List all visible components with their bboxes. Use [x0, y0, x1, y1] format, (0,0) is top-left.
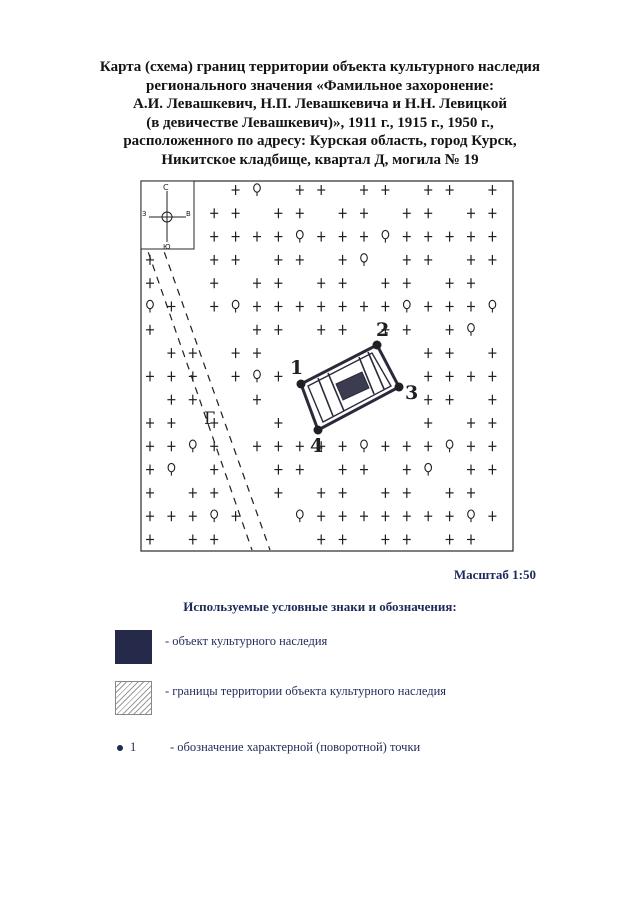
grave-cross-icon [424, 302, 432, 312]
grave-cross-icon [274, 441, 282, 451]
grave-cross-icon [253, 348, 261, 358]
grave-cross-icon [296, 441, 304, 451]
grave-cross-icon [296, 465, 304, 475]
grave-cross-icon [274, 302, 282, 312]
grave-cross-icon [232, 232, 240, 242]
grave-cross-icon [488, 418, 496, 428]
grave-cross-icon [488, 465, 496, 475]
tree-icon [211, 510, 218, 522]
road-label: Г [204, 409, 216, 429]
grave-cross-icon [446, 302, 454, 312]
grave-cross-icon [167, 395, 175, 405]
grave-cross-icon [424, 208, 432, 218]
legend-point-text: - обозначение характерной (поворотной) точки [170, 740, 421, 754]
grave-cross-icon [189, 488, 197, 498]
grave-cross-icon [424, 348, 432, 358]
legend-boundary-text: - границы территории объекта культурного наследия [165, 684, 447, 698]
site-map [140, 180, 516, 554]
legend-point-number: 1 [130, 740, 137, 754]
tree-icon [489, 300, 496, 312]
grave-cross-icon [339, 325, 347, 335]
grave-cross-icon [339, 441, 347, 451]
legend-boundary-swatch [115, 681, 152, 715]
grave-cross-icon [381, 185, 389, 195]
grave-cross-icon [317, 535, 325, 545]
grave-cross-icon [317, 185, 325, 195]
grave-cross-icon [167, 418, 175, 428]
title-line-6: Никитское кладбище, квартал Д, могила № 19 [161, 151, 479, 168]
grave-cross-icon [467, 441, 475, 451]
grave-cross-icon [424, 395, 432, 405]
grave-cross-icon [339, 535, 347, 545]
grave-cross-icon [232, 208, 240, 218]
grave-cross-icon [339, 255, 347, 265]
grave-cross-icon [467, 535, 475, 545]
grave-cross-icon [296, 255, 304, 265]
grave-cross-icon [467, 208, 475, 218]
compass-inset [141, 181, 194, 251]
grave-cross-icon [403, 465, 411, 475]
grave-cross-icon [467, 255, 475, 265]
tree-icon [425, 463, 432, 475]
compass-west: З [142, 210, 147, 218]
grave-cross-icon [339, 511, 347, 521]
grave-cross-icon [274, 325, 282, 335]
tree-icon [404, 300, 411, 312]
grave-cross-icon [467, 465, 475, 475]
grave-cross-icon [488, 232, 496, 242]
grave-cross-icon [403, 511, 411, 521]
grave-cross-icon [467, 232, 475, 242]
grave-cross-icon [210, 255, 218, 265]
grave-cross-icon [146, 511, 154, 521]
tree-icon [168, 463, 175, 475]
grave-cross-icon [339, 208, 347, 218]
point-2-label: 2 [376, 319, 390, 341]
compass-north: С [163, 183, 169, 192]
grave-cross-icon [317, 302, 325, 312]
grave-cross-icon [210, 278, 218, 288]
grave-cross-icon [467, 371, 475, 381]
grave-cross-icon [232, 185, 240, 195]
road-edge-right [160, 240, 270, 550]
tree-icon [468, 510, 475, 522]
grave-cross-icon [210, 488, 218, 498]
grave-cross-icon [232, 255, 240, 265]
grave-cross-icon [339, 232, 347, 242]
tree-icon [361, 440, 368, 452]
grave-cross-icon [274, 371, 282, 381]
tree-icon [382, 230, 389, 242]
legend-object-text: - объект культурного наследия [165, 634, 328, 648]
grave-cross-icon [210, 208, 218, 218]
grave-cross-icon [189, 511, 197, 521]
grave-cross-icon [167, 441, 175, 451]
grave-cross-icon [424, 511, 432, 521]
grave-cross-icon [232, 371, 240, 381]
grave-cross-icon [446, 278, 454, 288]
grave-cross-icon [274, 278, 282, 288]
grave-cross-icon [446, 325, 454, 335]
grave-cross-icon [360, 185, 368, 195]
grave-cross-icon [253, 232, 261, 242]
grave-cross-icon [360, 232, 368, 242]
grave-cross-icon [146, 465, 154, 475]
scale-label: Масштаб 1:50 [453, 567, 536, 582]
grave-cross-icon [467, 418, 475, 428]
road-edge-left [144, 240, 252, 550]
grave-cross-icon [146, 488, 154, 498]
grave-cross-icon [232, 348, 240, 358]
grave-cross-icon [403, 232, 411, 242]
grave-cross-icon [467, 488, 475, 498]
grave-cross-icon [274, 208, 282, 218]
grave-cross-icon [446, 511, 454, 521]
grave-cross-icon [253, 441, 261, 451]
grave-cross-icon [446, 371, 454, 381]
grave-cross-icon [274, 418, 282, 428]
grave-cross-icon [339, 278, 347, 288]
title-line-1: Карта (схема) границ территории объекта культурного наследия [99, 59, 541, 75]
grave-cross-icon [339, 488, 347, 498]
cemetery-symbols [146, 184, 496, 545]
grave-cross-icon [381, 441, 389, 451]
grave-cross-icon [210, 535, 218, 545]
tree-icon [361, 254, 368, 266]
point-1-label: 1 [290, 357, 304, 379]
grave-cross-icon [488, 185, 496, 195]
point-1-marker [297, 380, 306, 389]
tree-icon [446, 440, 453, 452]
grave-cross-icon [446, 488, 454, 498]
grave-cross-icon [381, 511, 389, 521]
grave-cross-icon [167, 511, 175, 521]
grave-cross-icon [146, 278, 154, 288]
grave-cross-icon [167, 302, 175, 312]
grave-cross-icon [317, 488, 325, 498]
grave-cross-icon [488, 395, 496, 405]
grave-cross-icon [488, 441, 496, 451]
grave-cross-icon [146, 418, 154, 428]
grave-cross-icon [488, 371, 496, 381]
grave-cross-icon [488, 348, 496, 358]
grave-cross-icon [296, 302, 304, 312]
road-dashes [144, 240, 270, 550]
grave-cross-icon [189, 348, 197, 358]
tree-icon [254, 184, 261, 196]
grave-cross-icon [403, 208, 411, 218]
grave-cross-icon [167, 371, 175, 381]
grave-cross-icon [274, 232, 282, 242]
grave-cross-icon [446, 535, 454, 545]
title-line-2: регионального значения «Фамильное захоронение: [146, 77, 494, 94]
point-3-marker [395, 383, 404, 392]
point-4-marker [314, 426, 323, 435]
grave-cross-icon [296, 185, 304, 195]
grave-cross-icon [403, 535, 411, 545]
grave-cross-icon [253, 395, 261, 405]
grave-cross-icon [424, 185, 432, 195]
grave-cross-icon [381, 278, 389, 288]
tree-icon [297, 230, 304, 242]
grave-cross-icon [339, 302, 347, 312]
grave-cross-icon [274, 465, 282, 475]
grave-cross-icon [403, 255, 411, 265]
grave-cross-icon [424, 232, 432, 242]
grave-cross-icon [146, 371, 154, 381]
tree-icon [468, 324, 475, 336]
grave-cross-icon [253, 325, 261, 335]
grave-cross-icon [167, 348, 175, 358]
legend-point-dot [117, 745, 123, 751]
grave-cross-icon [467, 302, 475, 312]
grave-cross-icon [424, 418, 432, 428]
tree-icon [147, 300, 154, 312]
grave-cross-icon [467, 278, 475, 288]
grave-cross-icon [296, 208, 304, 218]
grave-cross-icon [381, 535, 389, 545]
grave-cross-icon [146, 535, 154, 545]
title-line-4: (в девичестве Левашкевич)», 1911 г., 1915 г., 1950 г., [146, 114, 494, 131]
tree-icon [190, 440, 197, 452]
compass-south: Ю [163, 243, 171, 251]
grave-cross-icon [488, 208, 496, 218]
grave-cross-icon [403, 325, 411, 335]
grave-cross-icon [403, 278, 411, 288]
grave-cross-icon [253, 278, 261, 288]
grave-cross-icon [424, 371, 432, 381]
grave-cross-icon [446, 232, 454, 242]
point-3-label: 3 [405, 382, 419, 404]
tree-icon [254, 370, 261, 382]
title-line-3: А.И. Левашкевич, Н.П. Левашкевича и Н.Н. Левицкой [132, 96, 508, 112]
grave-cross-icon [210, 465, 218, 475]
grave-cross-icon [424, 255, 432, 265]
compass-east: В [186, 210, 191, 218]
grave-cross-icon [317, 278, 325, 288]
grave-cross-icon [424, 441, 432, 451]
grave-cross-icon [403, 488, 411, 498]
grave-cross-icon [381, 302, 389, 312]
grave-cross-icon [317, 511, 325, 521]
grave-cross-icon [146, 441, 154, 451]
map-title [60, 58, 580, 169]
grave-cross-icon [381, 488, 389, 498]
grave-cross-icon [210, 232, 218, 242]
grave-cross-icon [189, 395, 197, 405]
grave-cross-icon [253, 302, 261, 312]
grave-cross-icon [317, 325, 325, 335]
grave-cross-icon [274, 488, 282, 498]
point-2-marker [373, 341, 382, 350]
grave-cross-icon [339, 465, 347, 475]
grave-cross-icon [446, 185, 454, 195]
grave-cross-icon [403, 441, 411, 451]
grave-cross-icon [488, 511, 496, 521]
tree-icon [297, 510, 304, 522]
grave-cross-icon [274, 255, 282, 265]
title-line-5: расположенного по адресу: Курская область, город Курск, [123, 133, 517, 149]
grave-cross-icon [317, 232, 325, 242]
grave-cross-icon [446, 395, 454, 405]
grave-cross-icon [360, 511, 368, 521]
grave-cross-icon [360, 302, 368, 312]
grave-cross-icon [488, 255, 496, 265]
grave-cross-icon [146, 325, 154, 335]
legend-object-swatch [115, 630, 152, 664]
tree-icon [232, 300, 239, 312]
map-frame [141, 181, 513, 551]
grave-cross-icon [360, 208, 368, 218]
grave-cross-icon [446, 348, 454, 358]
point-4-label: 4 [310, 435, 324, 457]
grave-cross-icon [189, 535, 197, 545]
grave-cross-icon [360, 465, 368, 475]
legend-title: Используемые условные знаки и обозначения: [183, 599, 457, 614]
grave-cross-icon [210, 302, 218, 312]
